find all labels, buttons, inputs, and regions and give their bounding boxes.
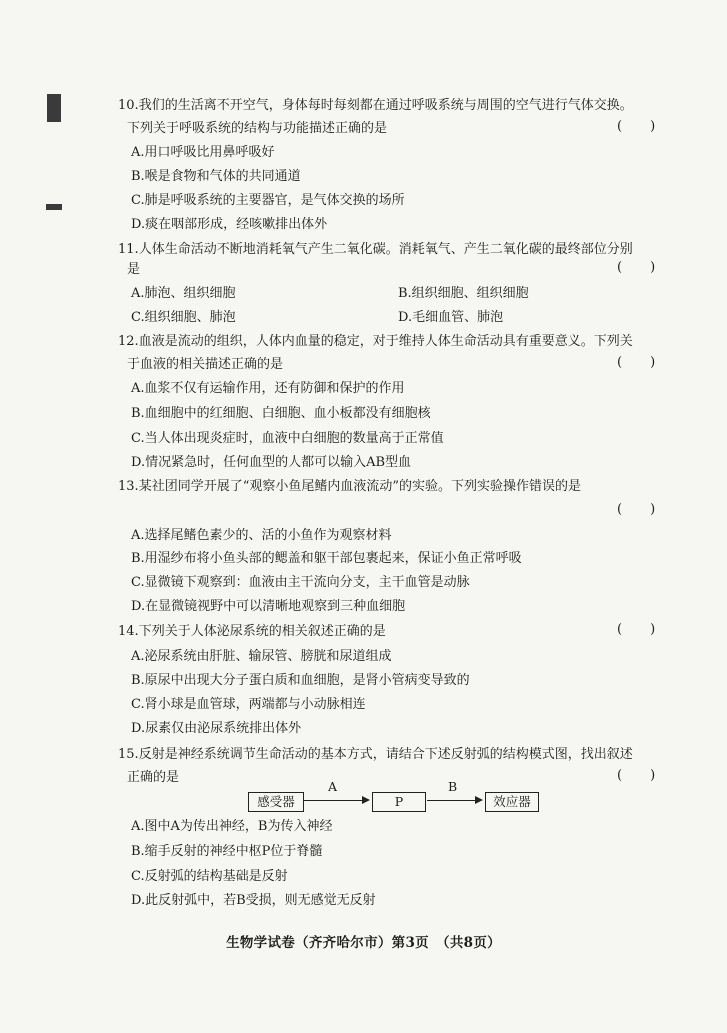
question-15-stem-cont: 正确的是 (127, 770, 180, 785)
option-14-b: B.原尿中出现大分子蛋白质和血细胞，是肾小管病变导致的 (131, 673, 470, 688)
question-11-stem: 11.人体生命活动不断地消耗氧气产生二氧化碳。消耗氧气、产生二氧化碳的最终部位分别 (118, 242, 633, 257)
center-box: P (372, 792, 426, 812)
question-12-stem-cont: 于血液的相关描述正确的是 (127, 357, 284, 372)
option-15-d: D.此反射弧中，若B受损，则无感觉无反射 (131, 893, 376, 908)
question-number: 12. (118, 334, 139, 349)
answer-blank-11[interactable]: ( ) (617, 260, 656, 275)
option-10-b: B.喉是食物和气体的共同通道 (131, 169, 301, 184)
option-11-d: D.毛细血管、肺泡 (398, 310, 504, 325)
option-11-b: B.组织细胞、组织细胞 (398, 286, 529, 301)
question-number: 10. (118, 98, 139, 113)
option-15-a: A.图中A为传出神经，B为传入神经 (131, 819, 333, 834)
scan-mark-top (47, 94, 61, 122)
page-footer: 生物学试卷（齐齐哈尔市）第3页 （共8页） (226, 935, 501, 951)
question-number: 14. (118, 624, 139, 639)
question-number: 13. (118, 479, 139, 494)
option-14-a: A.泌尿系统由肝脏、输尿管、膀胱和尿道组成 (131, 649, 392, 664)
option-12-c: C.当人体出现炎症时，血液中白细胞的数量高于正常值 (131, 431, 444, 446)
question-10-stem-cont: 下列关于呼吸系统的结构与功能描述正确的是 (127, 121, 388, 136)
option-10-a: A.用口呼吸比用鼻呼吸好 (131, 145, 275, 160)
effector-box: 效应器 (485, 792, 539, 812)
arrow-b (427, 800, 481, 801)
option-10-d: D.痰在咽部形成，经咳嗽排出体外 (131, 217, 328, 232)
question-11-stem-cont: 是 (127, 262, 141, 277)
scan-mark-middle (46, 204, 62, 210)
answer-blank-14[interactable]: ( ) (617, 622, 656, 637)
question-number: 11. (118, 242, 139, 257)
option-13-a: A.选择尾鳍色素少的、活的小鱼作为观察材料 (131, 528, 392, 543)
question-15-stem: 15.反射是神经系统调节生命活动的基本方式，请结合下述反射弧的结构模式图，找出叙述 (118, 747, 633, 762)
option-11-c: C.组织细胞、肺泡 (131, 310, 236, 325)
option-14-c: C.肾小球是血管球，两端都与小动脉相连 (131, 697, 366, 712)
answer-blank-10[interactable]: ( ) (617, 119, 656, 134)
arrow-a (304, 800, 368, 801)
answer-blank-15[interactable]: ( ) (617, 768, 656, 783)
option-12-b: B.血细胞中的红细胞、白细胞、血小板都没有细胞核 (131, 406, 431, 421)
question-10-stem: 10.我们的生活离不开空气，身体每时每刻都在通过呼吸系统与周围的空气进行气体交换。 (118, 98, 633, 113)
arrow-label-a: A (328, 779, 338, 794)
option-13-c: C.显微镜下观察到：血液由主干流向分支，主干血管是动脉 (131, 575, 470, 590)
answer-blank-12[interactable]: ( ) (617, 355, 656, 370)
option-15-c: C.反射弧的结构基础是反射 (131, 869, 288, 884)
question-12-stem: 12.血液是流动的组织，人体内血量的稳定，对于维持人体生命活动具有重要意义。下列关 (118, 334, 633, 349)
question-13-stem: 13.某社团同学开展了“观察小鱼尾鳍内血液流动”的实验。下列实验操作错误的是 (118, 479, 581, 494)
option-10-c: C.肺是呼吸系统的主要器官，是气体交换的场所 (131, 193, 405, 208)
receptor-box: 感受器 (248, 792, 304, 812)
option-13-b: B.用湿纱布将小鱼头部的鳃盖和躯干部包裹起来，保证小鱼正常呼吸 (131, 551, 522, 566)
arrow-label-b: B (448, 779, 458, 794)
option-13-d: D.在显微镜视野中可以清晰地观察到三种血细胞 (131, 599, 406, 614)
option-15-b: B.缩手反射的神经中枢P位于脊髓 (131, 844, 323, 859)
answer-blank-13[interactable]: ( ) (617, 502, 656, 517)
option-12-d: D.情况紧急时，任何血型的人都可以输入AB型血 (131, 455, 412, 470)
option-11-a: A.肺泡、组织细胞 (131, 286, 236, 301)
question-14-stem: 14.下列关于人体泌尿系统的相关叙述正确的是 (118, 624, 386, 639)
option-14-d: D.尿素仅由泌尿系统排出体外 (131, 721, 302, 736)
question-number: 15. (118, 747, 139, 762)
option-12-a: A.血浆不仅有运输作用，还有防御和保护的作用 (131, 381, 405, 396)
